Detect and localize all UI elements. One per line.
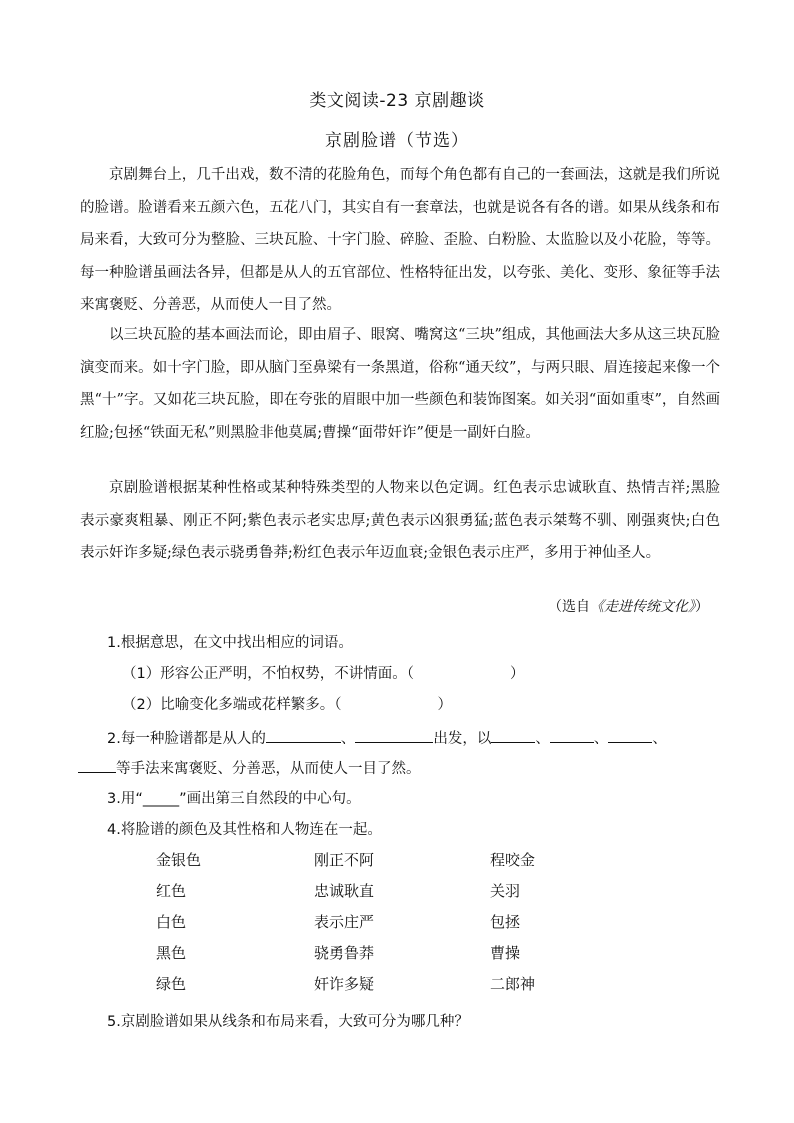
question-2-text-a: 2.每一种脸谱都是从人的 [107,731,266,747]
passage-paragraph-3: 京剧脸谱根据某种性格或某种特殊类型的人物来以色定调。红色表示忠诚耿直、热情吉祥;黑脸表示豪爽粗暴、刚正不阿;紫色表示老实忠厚;黄色表示凶狠勇猛;蓝色表示桀骜不驯、刚强爽快;白色表示奸诈多疑;绿色表示骁勇鲁莽;粉红色表示年迈血衰;金银色表示庄严，多用于神仙圣人。 [80,480,720,561]
question-2 [107,727,667,751]
question-2-text-c: 等手法来寓褒贬、分善恶，从而使人一目了然。 [116,761,421,777]
trait-item[interactable]: 奸诈多疑 [314,975,375,993]
person-item[interactable]: 程咬金 [490,851,536,869]
trait-item[interactable]: 忠诚耿直 [314,882,375,900]
color-item[interactable]: 白色 [156,913,187,931]
page-title: 类文阅读-23 京剧趣谈 [309,91,485,111]
question-1-1-text: （1）形容公正严明，不怕权势，不讲情面。（ [122,666,414,682]
source-prefix: （选自 [548,599,590,615]
person-item[interactable]: 关羽 [490,882,521,900]
source-book-title: 《走进传统文化》 [590,599,695,615]
question-1-2 [122,693,452,717]
source-suffix: ） [695,599,709,615]
question-2-cont [78,757,421,781]
answer-blank-2-2[interactable] [355,728,433,743]
separator: 、 [593,731,609,747]
answer-blank-2-6[interactable] [78,758,116,773]
passage-paragraph-1: 京剧舞台上，几千出戏，数不清的花脸角色，而每个角色都有自己的一套画法，这就是我们所说的脸谱。脸谱看来五颜六色，五花八门，其实自有一套章法，也就是说各有各的谱。如果从线条和布局来看，大致可分为整脸、三块瓦脸、十字门脸、碎脸、歪脸、白粉脸、太监脸以及小花脸，等等。每一种脸谱虽画法各异，但都是从人的五官部位、性格特征出发，以夸张、美化、变形、象征等手法来寓褒贬、分善恶，从而使人一目了然。 [80,167,720,313]
color-item[interactable]: 黑色 [156,944,187,962]
trait-item[interactable]: 骁勇鲁莽 [314,944,375,962]
question-3: 3.用“_____”画出第三自然段的中心句。 [107,791,361,807]
paren-close: ） [509,666,525,682]
separator: 、 [652,731,667,747]
separator: 、 [340,731,356,747]
person-item[interactable]: 曹操 [490,944,521,962]
question-2-text-b: 出发，以 [433,731,492,747]
question-4: 4.将脸谱的颜色及其性格和人物连在一起。 [107,822,382,838]
answer-blank-2-3[interactable] [491,728,535,743]
answer-blank-2-1[interactable] [266,728,341,743]
passage-title: 京剧脸谱（节选） [325,131,469,151]
matching-row [156,911,556,942]
question-1-1 [122,662,524,686]
trait-item[interactable]: 表示庄严 [314,913,375,931]
person-item[interactable]: 二郎神 [490,975,536,993]
question-1: 1.根据意思，在文中找出相应的词语。 [107,635,353,651]
matching-table [156,849,556,1004]
trait-item[interactable]: 刚正不阿 [314,851,375,869]
source-citation [548,596,709,616]
person-item[interactable]: 包拯 [490,913,521,931]
paren-close: ） [437,697,452,713]
answer-blank-2-5[interactable] [608,728,652,743]
matching-row [156,880,556,911]
passage-paragraph-2: 以三块瓦脸的基本画法而论，即由眉子、眼窝、嘴窝这“三块”组成，其他画法大多从这三块瓦脸演变而来。如十字门脸，即从脑门至鼻梁有一条黑道，俗称“通天纹”，与两只眼、眉连接起来像一个黑“十”字。又如花三块瓦脸，即在夸张的眉眼中加一些颜色和装饰图案。如关羽“面如重枣”，自然画红脸;包拯“铁面无私”则黑脸非他莫属;曹操“面带奸诈”便是一副奸白脸。 [80,327,720,441]
matching-row [156,849,556,880]
color-item[interactable]: 金银色 [156,851,202,869]
color-item[interactable]: 红色 [156,882,187,900]
color-item[interactable]: 绿色 [156,975,187,993]
answer-blank-2-4[interactable] [550,728,594,743]
question-5: 5.京剧脸谱如果从线条和布局来看，大致可分为哪几种？ [107,1014,469,1030]
matching-row [156,973,556,1004]
matching-row [156,942,556,973]
question-1-2-text: （2）比喻变化多端或花样繁多。（ [122,697,342,713]
separator: 、 [535,731,550,747]
